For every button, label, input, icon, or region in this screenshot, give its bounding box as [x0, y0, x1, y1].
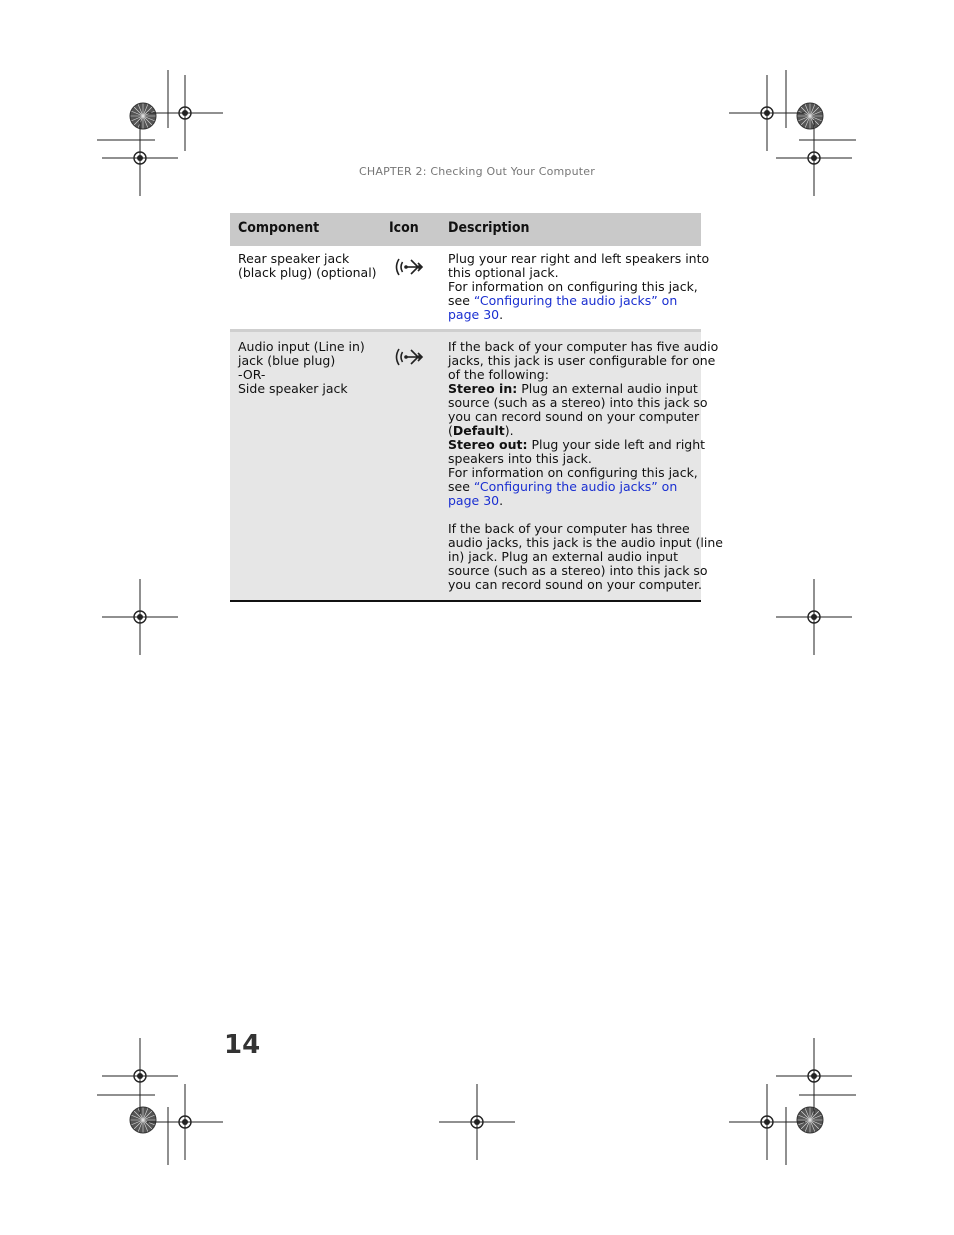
table-header — [230, 213, 701, 246]
description-line: you can record sound on your computer — [448, 409, 700, 424]
text: Plug an external audio input — [517, 381, 698, 396]
component-cell — [238, 340, 378, 396]
text: ( — [448, 423, 453, 438]
description-line: speakers into this jack. — [448, 451, 592, 466]
table-row — [230, 246, 710, 332]
text: ). — [504, 423, 514, 438]
paragraph-gap — [448, 508, 694, 522]
configuring-audio-jacks-link[interactable]: “Configuring the audio jacks” on — [473, 479, 678, 494]
description-line — [448, 480, 694, 494]
description-line — [448, 437, 706, 452]
description-line: jacks, this jack is user configurable for one — [448, 353, 716, 368]
description-line: Plug your rear right and left speakers into — [448, 251, 710, 266]
description-line: If the back of your computer has three — [448, 521, 690, 536]
description-line: audio jacks, this jack is the audio input (line — [448, 535, 723, 550]
description-line: If the back of your computer has five audio — [448, 339, 719, 354]
component-line: -OR- — [238, 367, 266, 382]
component-line: (black plug) (optional) — [238, 265, 377, 280]
speaker-jack-icon — [393, 256, 425, 278]
component-cell — [238, 252, 378, 280]
table-row — [230, 332, 723, 602]
component-line: Rear speaker jack — [238, 251, 350, 266]
text: see — [448, 479, 474, 494]
configuring-audio-jacks-link[interactable]: “Configuring the audio jacks” on — [473, 293, 678, 308]
description-cell — [448, 251, 710, 322]
component-table — [230, 213, 723, 602]
text: . — [499, 307, 504, 322]
component-line: Audio input (Line in) — [238, 339, 365, 354]
page-30-link[interactable]: page 30 — [448, 493, 500, 508]
text: Plug your side left and right — [527, 437, 706, 452]
description-line: For information on configuring this jack, — [448, 465, 698, 480]
description-line — [448, 308, 694, 322]
stereo-out-label: Stereo out: — [448, 437, 528, 452]
column-header-component: Component — [238, 220, 320, 236]
chapter-title: : Checking Out Your Computer — [422, 165, 595, 178]
page-number: 14 — [224, 1030, 261, 1060]
description-line: in) jack. Plug an external audio input — [448, 549, 679, 564]
description-cell — [448, 339, 723, 592]
chapter-label: CHAPTER 2 — [359, 165, 423, 178]
description-line: this optional jack. — [448, 265, 559, 280]
column-header-description: Description — [448, 220, 530, 236]
description-line — [448, 494, 694, 508]
audio-input-jack-icon — [393, 346, 425, 368]
running-header — [0, 165, 954, 178]
stereo-in-label: Stereo in: — [448, 381, 518, 396]
description-line: source (such as a stereo) into this jack so — [448, 563, 708, 578]
description-line: source (such as a stereo) into this jack so — [448, 395, 708, 410]
text: . — [499, 493, 504, 508]
text: see — [448, 293, 474, 308]
column-header-icon: Icon — [389, 220, 419, 236]
description-line: For information on configuring this jack, — [448, 279, 698, 294]
default-label: Default — [452, 423, 505, 438]
description-line — [448, 424, 694, 438]
description-line — [448, 381, 698, 396]
component-line: jack (blue plug) — [238, 353, 336, 368]
description-line — [448, 294, 694, 308]
description-line: you can record sound on your computer. — [448, 577, 702, 592]
description-line: of the following: — [448, 367, 549, 382]
component-line: Side speaker jack — [238, 381, 348, 396]
page-30-link[interactable]: page 30 — [448, 307, 500, 322]
